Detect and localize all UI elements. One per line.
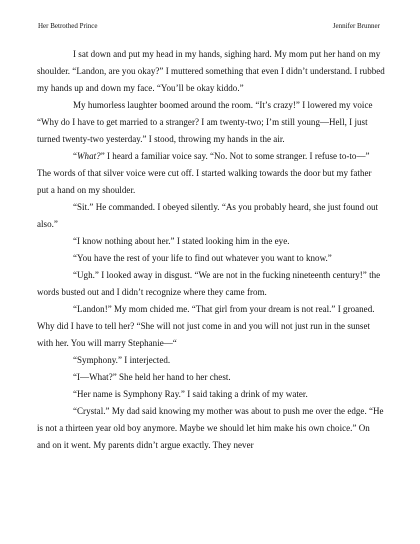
paragraph bbox=[37, 97, 385, 148]
paragraph bbox=[37, 233, 385, 250]
paragraph bbox=[37, 301, 385, 352]
paragraph bbox=[37, 250, 385, 267]
paragraph bbox=[37, 267, 385, 301]
text-run: My humorless laughter boomed around the room. “It’s crazy!” I lowered my voice “Why do I have to get married to a stranger? I am twenty-two; I’m still young—Hell, I just turned twenty-two yesterday.” I stood, throwing my hands in the air. bbox=[37, 100, 373, 144]
text-run: “Her name is Symphony Ray.” I said taking a drink of my water. bbox=[73, 389, 308, 399]
text-run: ” I heard a familiar voice say. “No. Not to some stranger. I refuse to-to—” The words of that silver voice were cut off. I started walking towards the door but my father put a hand on my shoulder. bbox=[37, 151, 372, 195]
italic-text: What? bbox=[77, 151, 101, 161]
body-text bbox=[37, 46, 385, 454]
paragraph bbox=[37, 46, 385, 97]
text-run: “Crystal.” My dad said knowing my mother was about to push me over the edge. “He is not a thirteen year old boy anymore. Maybe we should let him make his own choice.” On and on it went. My parents didn’t argue exactly. They never bbox=[37, 406, 384, 450]
text-run: I sat down and put my head in my hands, sighing hard. My mom put her hand on my shoulder. “Landon, are you okay?” I muttered something that even I didn’t understand. I rubbed my hands up and down my face. “You’ll be okay kiddo.” bbox=[37, 49, 385, 93]
text-run: “I know nothing about her.” I stated looking him in the eye. bbox=[73, 236, 290, 246]
text-run: “Landon!” My mom chided me. “That girl from your dream is not real.” I groaned. Why did I have to tell her? “She will not just come in and you will not just run in the sunset with her. You will marry Stephanie—“ bbox=[37, 304, 375, 348]
text-run: “Ugh.” I looked away in disgust. “We are not in the fucking nineteenth century!” the words busted out and I didn’t recognize where they came from. bbox=[37, 270, 381, 297]
header-author: Jennifer Brunner bbox=[332, 22, 380, 30]
text-run: “You have the rest of your life to find out whatever you want to know.” bbox=[73, 253, 332, 263]
running-header bbox=[38, 22, 380, 31]
paragraph bbox=[37, 386, 385, 403]
paragraph bbox=[37, 199, 385, 233]
text-run: “Sit.” He commanded. I obeyed silently. “As you probably heard, she just found out also.” bbox=[37, 202, 379, 229]
paragraph bbox=[37, 148, 385, 199]
paragraph bbox=[37, 369, 385, 386]
text-run: “Symphony.” I interjected. bbox=[73, 355, 171, 365]
paragraph bbox=[37, 352, 385, 369]
text-run: “ bbox=[73, 151, 78, 161]
paragraph bbox=[37, 403, 385, 454]
header-book-title: Her Betrothed Prince bbox=[38, 22, 98, 30]
text-run: “I—What?” She held her hand to her chest. bbox=[73, 372, 231, 382]
